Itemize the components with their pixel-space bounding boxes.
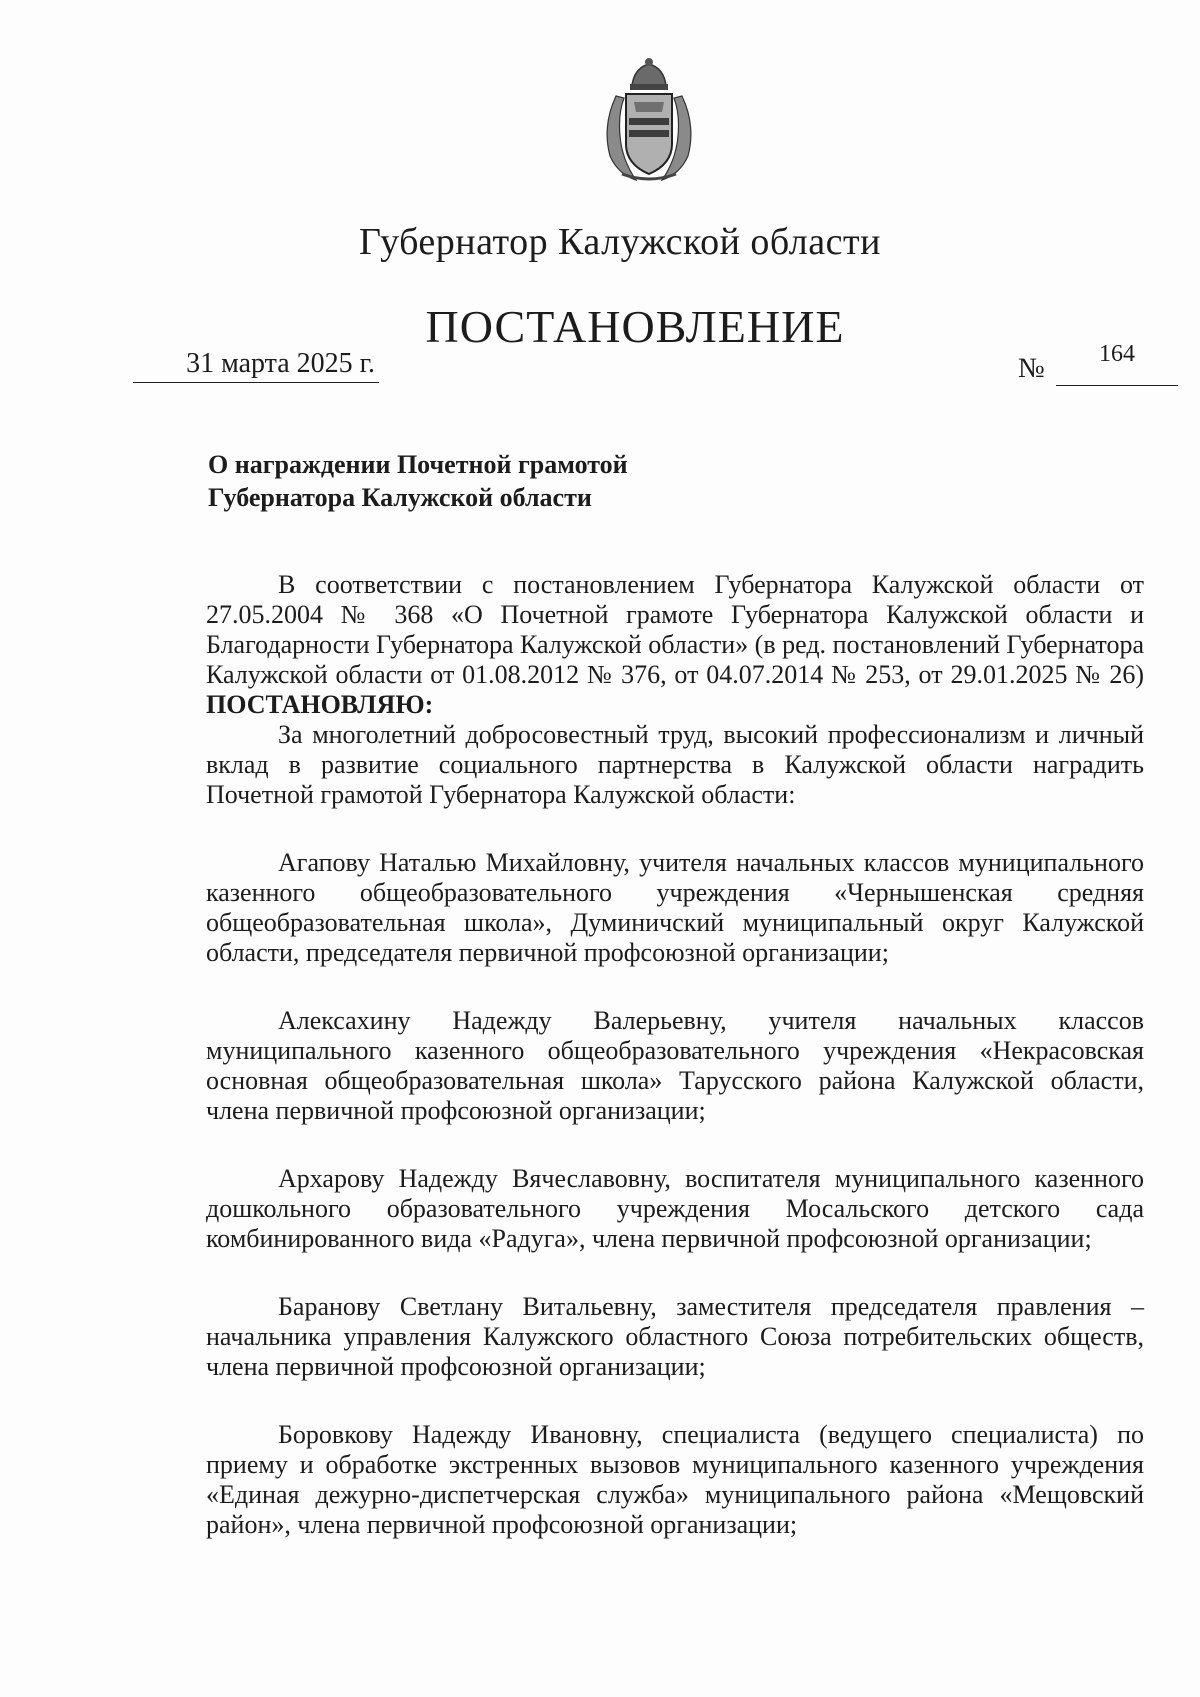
award-intro-paragraph: За многолетний добросовестный труд, высокий профессионализм и личный вклад в развитие социального партнерства в Калужской области наградить Почетной грамотой Губернатора Калужской области:: [206, 720, 1144, 809]
document-number-field: [1018, 340, 1178, 386]
document-date: 31 марта 2025 г.: [133, 345, 379, 383]
number-sign: №: [1018, 353, 1045, 384]
decree-word: ПОСТАНОВЛЯЮ:: [206, 690, 434, 719]
preamble-paragraph: [206, 570, 1144, 720]
preamble-text: В соответствии с постановлением Губернатора Калужской области от 27.05.2004 № 368 «О Почетной грамоте Губернатора Калужской области и Благодарности Губернатора Калужской области» (в ред. постановлений Губернатора Калужской области от 01.08.2012 № 376, от 04.07.2014 № 253, от 29.01.2025 № 26): [206, 570, 1144, 689]
recipient-paragraph: Боровкову Надежду Ивановну, специалиста (ведущего специалиста) по приему и обработке экстренных вызовов муниципального казенного учреждения «Единая дежурно-диспетчерская служба» муниципального района «Мещовский район», члена первичной профсоюзной организации;: [206, 1420, 1144, 1539]
recipient-paragraph: Алексахину Надежду Валерьевну, учителя начальных классов муниципального казенного общеобразовательного учреждения «Некрасовская основная общеобразовательная школа» Тарусского района Калужской области, члена первичной профсоюзной организации;: [206, 1006, 1144, 1125]
document-number: 164: [1056, 339, 1178, 386]
recipient-paragraph: Архарову Надежду Вячеславовну, воспитателя муниципального казенного дошкольного образовательного учреждения Мосальского детского сада комбинированного вида «Радуга», члена первичной профсоюзной организации;: [206, 1164, 1144, 1253]
coat-of-arms-emblem: [596, 56, 702, 186]
document-body: [206, 570, 1144, 1578]
subject-line-1: О награждении Почетной грамотой: [208, 450, 628, 479]
recipient-paragraph: Агапову Наталью Михайловну, учителя начальных классов муниципального казенного общеобразовательного учреждения «Чернышенская средняя общеобразовательная школа», Думиничский муниципальный округ Калужской области, председателя первичной профсоюзной организации;: [206, 848, 1144, 967]
recipient-paragraph: Баранову Светлану Витальевну, заместителя председателя правления – начальника управления Калужского областного Союза потребительских обществ, члена первичной профсоюзной организации;: [206, 1292, 1144, 1381]
document-subject: [208, 448, 808, 514]
issuing-authority: Губернатор Калужской области: [359, 221, 881, 263]
document-type-title: ПОСТАНОВЛЕНИЕ: [425, 301, 845, 352]
subject-line-2: Губернатора Калужской области: [208, 483, 592, 512]
